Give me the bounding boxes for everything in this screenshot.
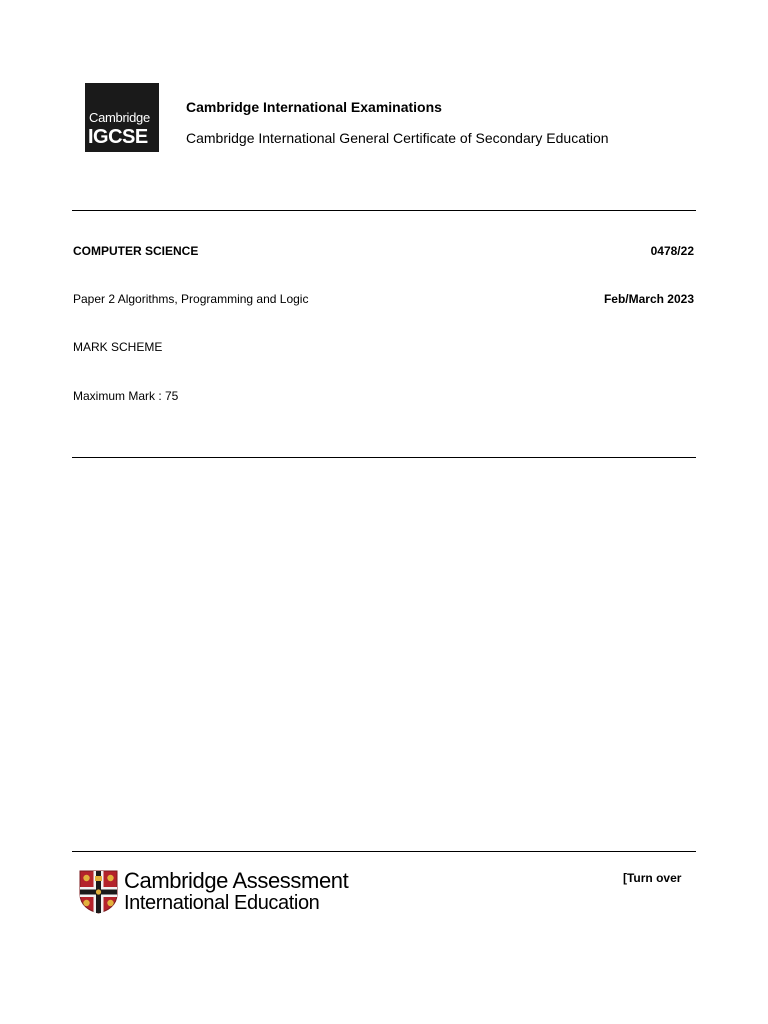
middle-divider: [72, 457, 696, 458]
document-type: MARK SCHEME: [73, 340, 163, 354]
cambridge-assessment-logo: [79, 869, 369, 915]
org-name-line2: International Education: [124, 892, 320, 914]
cambridge-igcse-logo: [85, 83, 159, 152]
logo-big-text: IGCSE: [88, 126, 148, 148]
top-divider: [72, 210, 696, 211]
logo-small-text: Cambridge: [89, 110, 150, 125]
paper-title: Paper 2 Algorithms, Programming and Logic: [73, 292, 309, 306]
subject-label: COMPUTER SCIENCE: [73, 244, 199, 258]
turn-over-label: [Turn over: [623, 871, 682, 885]
exam-board-title: Cambridge International Examinations: [186, 99, 442, 115]
footer-divider: [72, 851, 696, 852]
qualification-subtitle: Cambridge International General Certificate of Secondary Education: [186, 130, 609, 146]
cambridge-shield-icon: [79, 870, 118, 914]
maximum-mark: Maximum Mark : 75: [73, 389, 179, 403]
exam-session: Feb/March 2023: [603, 292, 694, 306]
org-name-line1: Cambridge Assessment: [124, 868, 349, 893]
syllabus-code: 0478/22: [650, 244, 694, 258]
